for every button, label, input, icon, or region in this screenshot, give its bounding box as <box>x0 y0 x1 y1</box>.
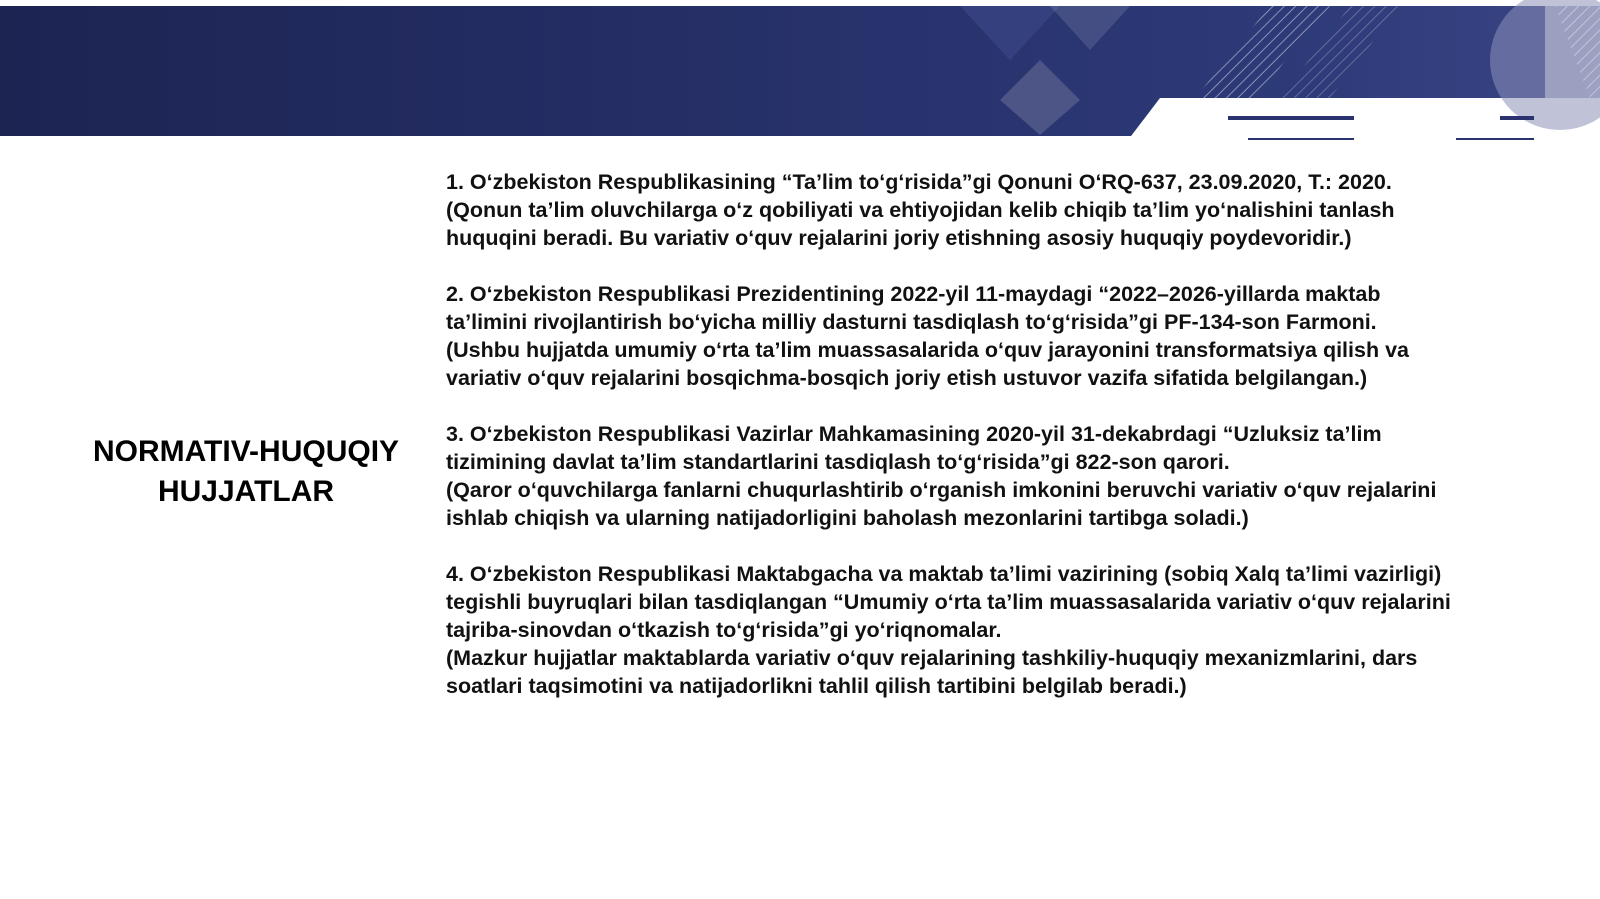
list-item <box>446 168 1456 252</box>
list-item <box>446 280 1456 392</box>
slide-title-line-2: HUJJATLAR <box>157 475 335 508</box>
list-item <box>446 420 1456 532</box>
document-list <box>446 168 1456 728</box>
list-item-note: (Qonun ta’lim oluvchilarga o‘z qobiliyati va ehtiyojidan kelib chiqib ta’lim yo‘nalishini tanlash huquqini beradi. Bu variativ o‘quv rejalarini joriy etishning asosiy huquqiy poydevoridir.) <box>446 198 1395 250</box>
header-banner <box>0 0 1600 140</box>
list-item-note: (Mazkur hujjatlar maktablarda variativ o‘quv rejalarining tashkiliy-huquqiy mexanizmlarini, dars soatlari taqsimotini va natijadorlikni tahlil qilish tartibini belgilab beradi.) <box>446 646 1418 698</box>
list-item-main: 2. O‘zbekiston Respublikasi Prezidentining 2022-yil 11-maydagi “2022–2026-yillarda maktab ta’limini rivojlantirish bo‘yicha milliy dasturni tasdiqlash to‘g‘risida”gi PF-134-son Farmoni. <box>446 282 1381 334</box>
list-item <box>446 560 1456 700</box>
slide-title <box>58 432 434 512</box>
list-item-main: 4. O‘zbekiston Respublikasi Maktabgacha va maktab ta’limi vazirining (sobiq Xalq ta’limi vazirligi) tegishli buyruqlari bilan tasdiqlangan “Umumiy o‘rta ta’lim muassasalarida variativ o‘quv rejalarini tajriba-sinovdan o‘tkazish to‘g‘risida”gi yo‘riqnomalar. <box>446 562 1451 642</box>
list-item-note: (Ushbu hujjatda umumiy o‘rta ta’lim muassasalarida o‘quv jarayonini transformatsiya qilish va variativ o‘quv rejalarini bosqichma-bosqich joriy etish ustuvor vazifa sifatida belgilangan.) <box>446 338 1409 390</box>
list-item-main: 3. O‘zbekiston Respublikasi Vazirlar Mahkamasining 2020-yil 31-dekabrdagi “Uzluksiz ta’lim tizimining davlat ta’lim standartlarini tasdiqlash to‘g‘risida”gi 822-son qarori. <box>446 422 1382 474</box>
list-item-note: (Qaror o‘quvchilarga fanlarni chuqurlashtirib o‘rganish imkonini beruvchi variativ o‘quv rejalarini ishlab chiqish va ularning natijadorligini baholash mezonlarini tartibga soladi.) <box>446 478 1437 530</box>
slide-title-line-1: NORMATIV-HUQUQIY <box>92 435 400 468</box>
list-item-main: 1. O‘zbekiston Respublikasining “Ta’lim to‘g‘risida”gi Qonuni O‘RQ-637, 23.09.2020, T.: 2020. <box>446 170 1392 194</box>
